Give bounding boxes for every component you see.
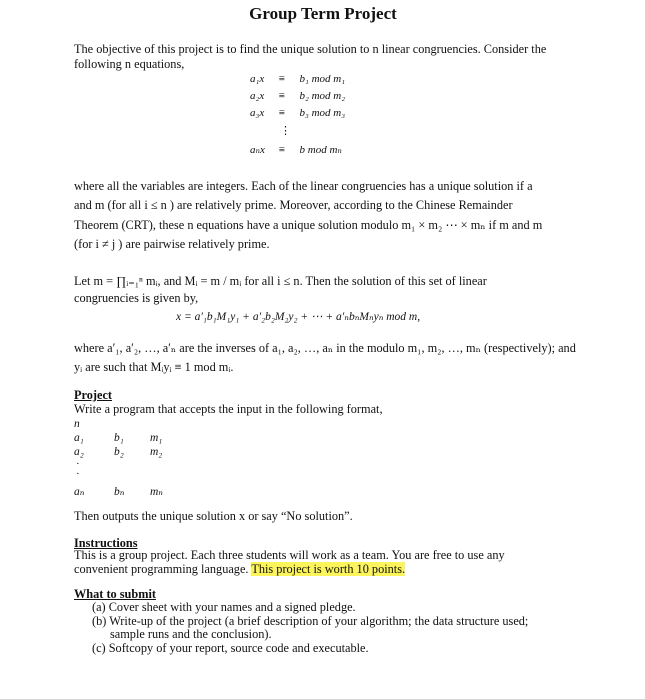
intro-line-2: following n equations, [74,57,185,71]
eq-rel: ≡ [278,90,285,102]
project-output-text: Then outputs the unique solution x or say “No solution”. [74,509,353,523]
equation-row-2 [250,90,345,102]
format-row-1-a: a₁ [74,432,84,444]
points-highlight: This project is worth 10 points. [251,562,406,576]
eq-lhs: a₁x [250,73,265,85]
equation-vdots: ⋮ [280,125,291,137]
para2-line-2: and m (for all i ≤ n ) are relatively prime. Moreover, according to the Chinese Remainder [74,198,513,212]
para4-line-1: where a′₁, a′₂, …, a′ₙ are the inverses of a₁, a₂, …, aₙ in the modulo m₁, m₂, …, mₙ (respectively); and [74,341,576,355]
format-row-2-m: m₂ [150,446,163,458]
para2-line-1: where all the variables are integers. Each of the linear congruencies has a unique solution if a [74,179,533,193]
format-dot-2: · [76,468,80,480]
eq-lhs: a₃x [250,107,265,119]
solution-equation: x = a′₁b₁M₁y₁ + a′₂b₂M₂y₂ + ⋯ + a′ₙbₙMₙyₙ mod m, [176,311,421,323]
eq-lhs: a₂x [250,90,265,102]
eq-rel: ≡ [278,73,285,85]
para4-line-2: yᵢ are such that Mᵢyᵢ ≡ 1 mod mᵢ. [74,360,234,374]
submit-item-b-cont: sample runs and the conclusion). [110,627,272,641]
project-text: Write a program that accepts the input in the following format, [74,402,383,416]
para2-line-4: (for i ≠ j ) are pairwise relatively prime. [74,237,270,251]
submit-heading: What to submit [74,587,156,601]
para2-line-3: Theorem (CRT), these n equations have a unique solution modulo m₁ × m₂ ⋯ × mₙ if m and m [74,218,543,232]
submit-item-a: (a) Cover sheet with your names and a signed pledge. [92,600,356,614]
intro-line-1: The objective of this project is to find the unique solution to n linear congruencies. Consider the [74,42,547,56]
format-row-1-b: b₁ [114,432,124,444]
format-dot-1: · [76,458,80,470]
para3-line-1: Let m = ∏ᵢ₌₁ⁿ mᵢ, and Mᵢ = m / mᵢ for all i ≤ n. Then the solution of this set of linear [74,274,487,288]
eq-rhs: b₁ mod m₁ [299,73,346,85]
eq-rel: ≡ [278,107,285,119]
submit-item-c: (c) Softcopy of your report, source code and executable. [92,641,369,655]
equation-row-n [250,143,342,156]
equation-row-1 [250,73,345,85]
format-row-2-b: b₂ [114,446,124,458]
instructions-heading: Instructions [74,536,138,550]
format-last-b: bₙ [114,486,125,498]
eq-rhs: b₃ mod m₃ [299,107,346,119]
eq-lhs: aₙx [250,144,265,156]
format-row-1-m: m₁ [150,432,163,444]
eq-rhs: b mod mₙ [299,144,342,156]
format-last-m: mₙ [150,486,163,498]
format-row-2-a: a₂ [74,446,84,458]
project-heading: Project [74,388,113,402]
format-n: n [74,418,80,430]
instructions-line-2-text: convenient programming language. [74,562,252,576]
instructions-line-2 [74,561,405,579]
submit-item-b: (b) Write-up of the project (a brief description of your algorithm; the data structure used; [92,614,529,628]
para3-line-2: congruencies is given by, [74,291,199,305]
eq-rel: ≡ [278,144,285,156]
format-last-a: aₙ [74,486,85,498]
equation-row-3 [250,107,345,119]
instructions-line-1: This is a group project. Each three students will work as a team. You are free to use any [74,548,505,562]
page-title: Group Term Project [249,4,397,23]
eq-rhs: b₂ mod m₂ [299,90,346,102]
